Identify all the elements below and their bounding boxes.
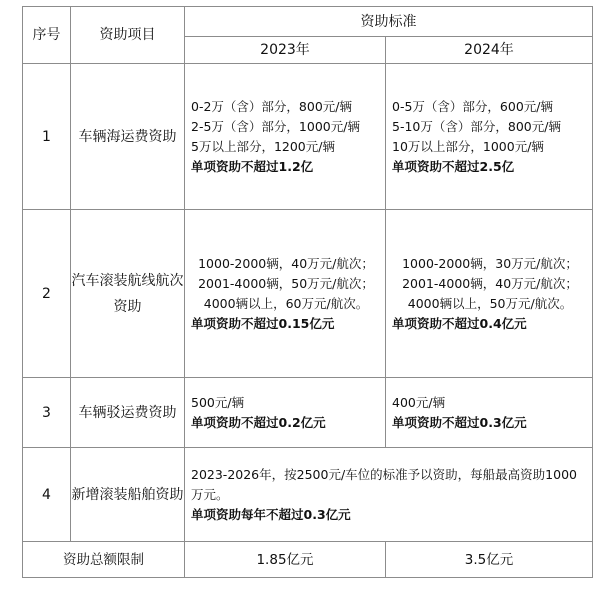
header-year-2024: 2024年 [386,37,593,64]
row-number: 4 [23,448,71,542]
standard-limit: 单项资助每年不超过0.3亿元 [191,506,351,522]
header-row [23,7,593,37]
standard-line: 2023-2026年，按2500元/车位的标准予以资助，每船最高资助1000万元。 [191,466,577,502]
total-2023: 1.85亿元 [185,542,386,578]
standard-line: 1000-2000辆，30万元/航次； [402,255,578,271]
table-row [23,64,593,210]
standard-limit: 单项资助不超过0.15亿元 [191,315,335,331]
total-2024: 3.5亿元 [386,542,593,578]
header-item: 资助项目 [71,7,185,64]
subsidy-table [22,6,593,578]
standard-2024 [386,378,593,448]
header-year-2023: 2023年 [185,37,386,64]
row-number: 1 [23,64,71,210]
standard-line: 0-5万（含）部分，600元/辆 [392,98,553,114]
standard-line: 2001-4000辆，50万元/航次；4000辆以上，60万元/航次。 [198,275,374,311]
standard-line: 10万以上部分，1000元/辆 [392,138,544,154]
table-row [23,448,593,542]
standard-line: 500元/辆 [191,394,245,410]
row-item: 新增滚装船舶资助 [71,448,185,542]
standard-line: 400元/辆 [392,394,446,410]
total-label: 资助总额限制 [23,542,185,578]
row-item: 汽车滚装航线航次资助 [71,210,185,378]
standard-2023 [185,378,386,448]
standard-limit: 单项资助不超过0.2亿元 [191,414,326,430]
standard-2024 [386,210,593,378]
total-row [23,542,593,578]
standard-2023 [185,64,386,210]
standard-line: 5-10万（含）部分，800元/辆 [392,118,561,134]
header-no: 序号 [23,7,71,64]
standard-limit: 单项资助不超过2.5亿 [392,158,515,174]
standard-line: 5万以上部分，1200元/辆 [191,138,335,154]
header-standard: 资助标准 [185,7,593,37]
standard-2024 [386,64,593,210]
standard-2023 [185,210,386,378]
table-row [23,210,593,378]
row-item: 车辆驳运费资助 [71,378,185,448]
row-number: 2 [23,210,71,378]
standard-merged [185,448,593,542]
table-row [23,378,593,448]
standard-limit: 单项资助不超过1.2亿 [191,158,314,174]
row-item: 车辆海运费资助 [71,64,185,210]
standard-limit: 单项资助不超过0.3亿元 [392,414,527,430]
standard-line: 2001-4000辆，40万元/航次；4000辆以上，50万元/航次。 [402,275,578,311]
standard-line: 1000-2000辆，40万元/航次； [198,255,374,271]
row-number: 3 [23,378,71,448]
standard-limit: 单项资助不超过0.4亿元 [392,315,527,331]
standard-line: 2-5万（含）部分，1000元/辆 [191,118,360,134]
standard-line: 0-2万（含）部分，800元/辆 [191,98,352,114]
